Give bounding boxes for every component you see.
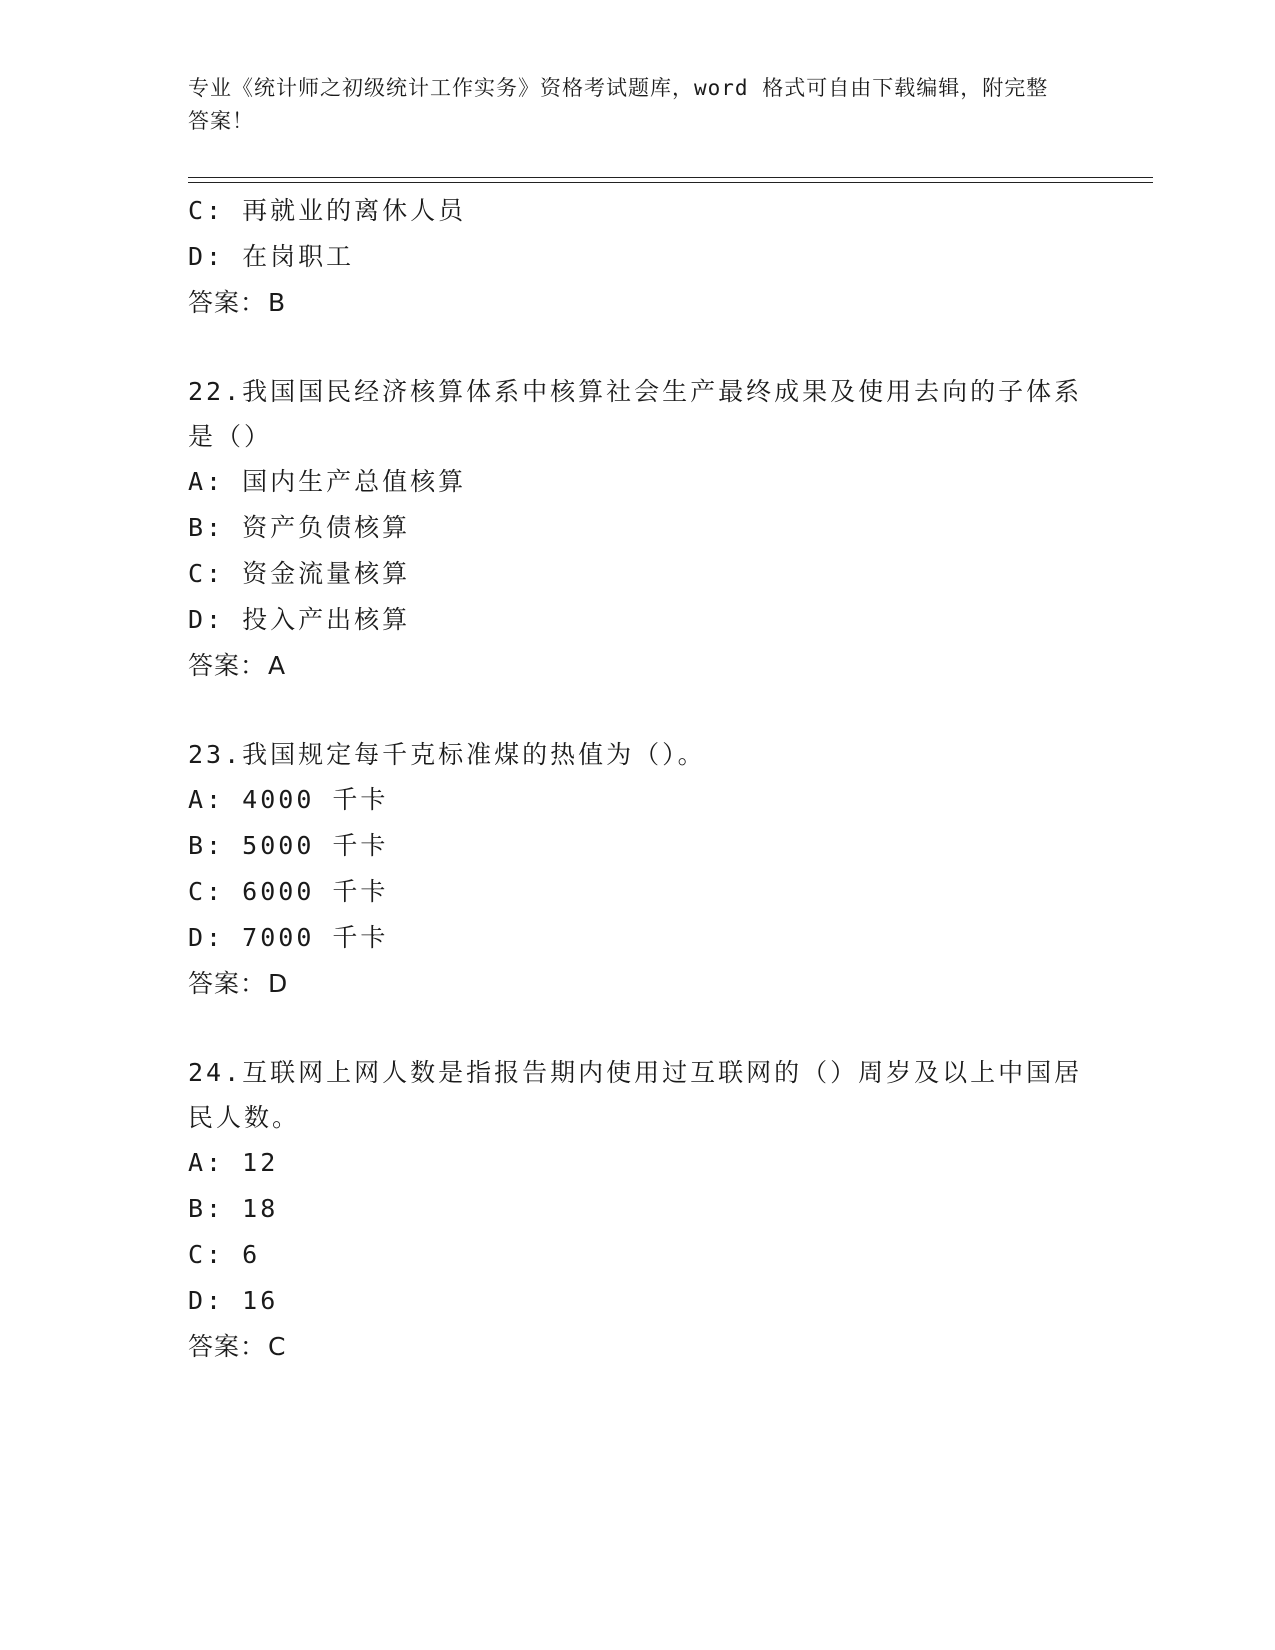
option-a <box>188 777 1088 823</box>
option-text: 投入产出核算 <box>242 605 411 634</box>
question-stem <box>188 369 1088 459</box>
option-text: 5000 千卡 <box>242 831 389 860</box>
option-label: D: <box>188 605 225 634</box>
option-d <box>188 234 1088 280</box>
option-label: A: <box>188 467 225 496</box>
option-d <box>188 1278 1088 1324</box>
answer-label: 答案： <box>188 288 267 317</box>
question-text: 我国国民经济核算体系中核算社会生产最终成果及使用去向的子体系是（） <box>188 377 1083 451</box>
option-b <box>188 823 1088 869</box>
question-list <box>188 188 1088 1370</box>
option-d <box>188 597 1088 643</box>
question-22 <box>188 369 1088 689</box>
answer-line <box>188 1324 1088 1370</box>
option-text: 6 <box>242 1240 261 1269</box>
option-label: B: <box>188 1194 225 1223</box>
option-label: A: <box>188 785 225 814</box>
option-c <box>188 869 1088 915</box>
option-label: A: <box>188 1148 225 1177</box>
option-text: 4000 千卡 <box>242 785 389 814</box>
option-label: D: <box>188 242 225 271</box>
option-text: 12 <box>242 1148 279 1177</box>
question-stem <box>188 732 1088 777</box>
option-b <box>188 505 1088 551</box>
answer-line <box>188 961 1088 1007</box>
answer-value: B <box>268 288 287 317</box>
question-number: 24. <box>188 1058 243 1087</box>
question-stem <box>188 1050 1088 1140</box>
answer-value: C <box>268 1332 287 1361</box>
option-text: 在岗职工 <box>242 242 355 271</box>
answer-line <box>188 280 1088 326</box>
option-a <box>188 459 1088 505</box>
question-number: 23. <box>188 740 243 769</box>
option-text: 国内生产总值核算 <box>242 467 467 496</box>
option-text: 16 <box>242 1286 279 1315</box>
option-text: 再就业的离休人员 <box>242 196 467 225</box>
document-header: 专业《统计师之初级统计工作实务》资格考试题库，word 格式可自由下载编辑，附完整答案！ <box>188 76 1049 133</box>
option-text: 18 <box>242 1194 279 1223</box>
option-d <box>188 915 1088 961</box>
answer-label: 答案： <box>188 1332 267 1361</box>
option-label: B: <box>188 831 225 860</box>
option-text: 资产负债核算 <box>242 513 411 542</box>
option-b <box>188 1186 1088 1232</box>
question-text: 互联网上网人数是指报告期内使用过互联网的（）周岁及以上中国居民人数。 <box>188 1058 1083 1132</box>
option-label: C: <box>188 1240 225 1269</box>
option-c <box>188 188 1088 234</box>
option-text: 7000 千卡 <box>242 923 389 952</box>
option-c <box>188 551 1088 597</box>
question-number: 22. <box>188 377 243 406</box>
question-23 <box>188 732 1088 1007</box>
answer-value: A <box>268 651 287 680</box>
continued-question <box>188 188 1088 326</box>
answer-label: 答案： <box>188 651 267 680</box>
question-24 <box>188 1050 1088 1370</box>
option-label: C: <box>188 877 225 906</box>
answer-value: D <box>268 969 289 998</box>
question-text: 我国规定每千克标准煤的热值为（）。 <box>242 740 706 769</box>
option-a <box>188 1140 1088 1186</box>
answer-label: 答案： <box>188 969 267 998</box>
option-c <box>188 1232 1088 1278</box>
header-divider-bottom <box>188 182 1153 183</box>
header-divider-top <box>188 177 1153 178</box>
option-label: B: <box>188 513 225 542</box>
option-label: C: <box>188 559 225 588</box>
option-text: 资金流量核算 <box>242 559 411 588</box>
option-text: 6000 千卡 <box>242 877 389 906</box>
option-label: D: <box>188 923 225 952</box>
option-label: C: <box>188 196 225 225</box>
option-label: D: <box>188 1286 225 1315</box>
answer-line <box>188 643 1088 689</box>
